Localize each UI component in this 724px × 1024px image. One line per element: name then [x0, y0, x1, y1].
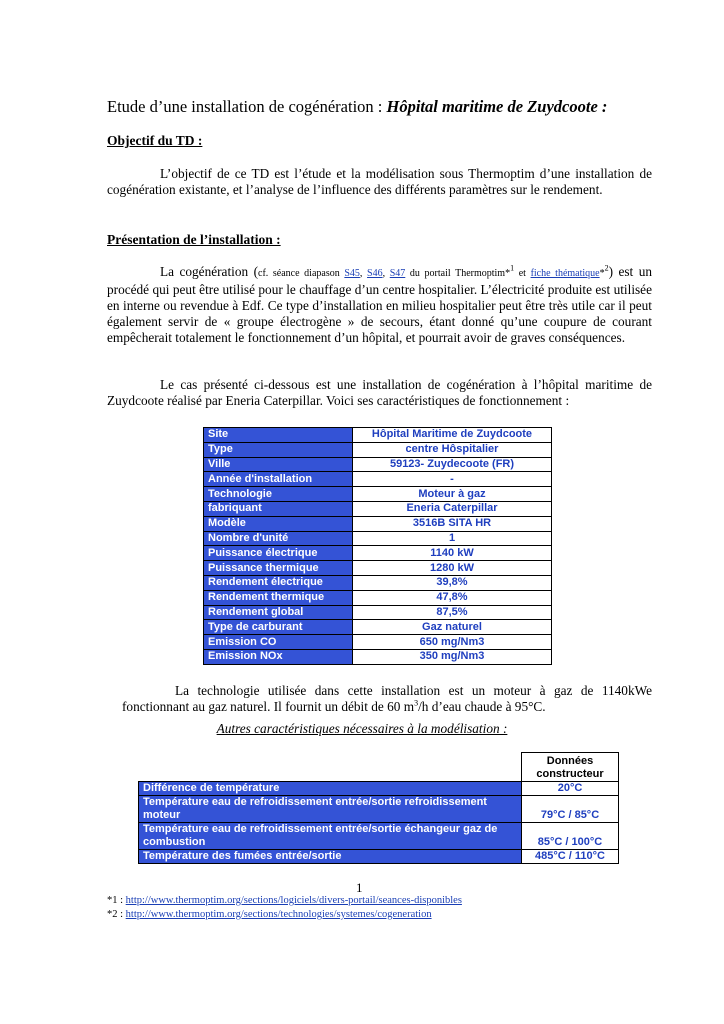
- spec-row: [204, 487, 552, 502]
- footnote-2: *2 : http://www.thermoptim.org/sections/technologies/systemes/cogeneration: [107, 909, 432, 920]
- other-row: [139, 850, 619, 864]
- spec-row: [204, 442, 552, 457]
- spec-row: [204, 605, 552, 620]
- other-key: Différence de température: [139, 782, 522, 796]
- other-value: 79°C / 85°C: [522, 796, 619, 823]
- presentation-paragraph-1: La cogénération (cf. séance diapason S45, S46, S47 du portail Thermoptim*$^1$ et fiche thématique*$^2$) est un procédé qui peut être utilisé pour le chauffage d’un centre hospitalier. L’électricité produite est utilisée en interne ou revendue à Edf. Ce type d’installation en milieu hospitalier peut être très utile car il peut également servir de « groupe électrogène » de secours, étant donné qu’une coupure de courant empêcherait totalement le fonctionnement d’un hôpital, et pourrait avoir de graves conséquences.: [107, 263, 652, 345]
- link-s45[interactable]: S45: [344, 268, 360, 279]
- other-row: [139, 796, 619, 823]
- footnote-1-link[interactable]: http://www.thermoptim.org/sections/logiciels/divers-portail/seances-disponibles: [125, 895, 462, 906]
- link-s46[interactable]: S46: [367, 268, 383, 279]
- spec-key: Nombre d'unité: [204, 531, 353, 546]
- spec-key: Type: [204, 442, 353, 457]
- page-number: 1: [356, 880, 363, 895]
- spec-value: Hôpital Maritime de Zuydcoote: [353, 428, 552, 443]
- spec-key: Rendement électrique: [204, 575, 353, 590]
- other-value: 20°C: [522, 782, 619, 796]
- spec-key: Puissance thermique: [204, 561, 353, 576]
- spec-value: 39,8%: [353, 575, 552, 590]
- spec-key: Puissance électrique: [204, 546, 353, 561]
- header-donnees-constructeur: Données constructeur: [522, 753, 619, 782]
- other-row: [139, 823, 619, 850]
- spec-value: 47,8%: [353, 590, 552, 605]
- spec-key: Emission CO: [204, 635, 353, 650]
- other-characteristics-table: [138, 752, 619, 864]
- spec-row: [204, 472, 552, 487]
- spec-key: Technologie: [204, 487, 353, 502]
- spec-row: [204, 590, 552, 605]
- spec-row: [204, 620, 552, 635]
- other-key: Température eau de refroidissement entrée/sortie échangeur gaz de combustion: [139, 823, 522, 850]
- spec-key: Rendement thermique: [204, 590, 353, 605]
- other-characteristics-subtitle: Autres caractéristiques nécessaires à la modélisation :: [216, 721, 508, 736]
- other-value: 85°C / 100°C: [522, 823, 619, 850]
- title-prefix: Etude d’une installation de cogénération :: [107, 97, 387, 116]
- title-emphasis: Hôpital maritime de Zuydcoote :: [386, 97, 608, 116]
- spec-row: [204, 649, 552, 664]
- spec-value: 1140 kW: [353, 546, 552, 561]
- spec-value: 650 mg/Nm3: [353, 635, 552, 650]
- spec-value: Gaz naturel: [353, 620, 552, 635]
- other-key: Température eau de refroidissement entrée/sortie refroidissement moteur: [139, 796, 522, 823]
- spec-value: centre Hôspitalier: [353, 442, 552, 457]
- other-value: 485°C / 110°C: [522, 850, 619, 864]
- spec-key: Rendement global: [204, 605, 353, 620]
- spec-value: -: [353, 472, 552, 487]
- spec-table: [203, 427, 552, 665]
- spec-value: 87,5%: [353, 605, 552, 620]
- objectif-text: L’objectif de ce TD est l’étude et la modélisation sous Thermoptim d’une installation de cogénération existante, et l’analyse de l’influence des différents paramètres sur le rendement.: [107, 166, 652, 197]
- spec-key: Ville: [204, 457, 353, 472]
- spec-row: [204, 561, 552, 576]
- footnote-2-link[interactable]: http://www.thermoptim.org/sections/technologies/systemes/cogeneration: [125, 909, 432, 920]
- spec-value: 1: [353, 531, 552, 546]
- other-row: [139, 782, 619, 796]
- spec-key: Modèle: [204, 516, 353, 531]
- spec-row: [204, 516, 552, 531]
- spec-value: 1280 kW: [353, 561, 552, 576]
- spec-row: [204, 531, 552, 546]
- other-table-header-row: [139, 753, 619, 782]
- spec-key: Emission NOx: [204, 649, 353, 664]
- spec-row: [204, 501, 552, 516]
- spec-value: 350 mg/Nm3: [353, 649, 552, 664]
- footnote-1: *1 : http://www.thermoptim.org/sections/logiciels/divers-portail/seances-disponibles: [107, 895, 462, 906]
- spec-key: Site: [204, 428, 353, 443]
- other-key: Température des fumées entrée/sortie: [139, 850, 522, 864]
- presentation-paragraph-2: Le cas présenté ci-dessous est une installation de cogénération à l’hôpital maritime de Zuydcoote réalisé par Eneria Caterpillar. Voici ses caractéristiques de fonctionnement :: [107, 377, 652, 408]
- spec-key: Type de carburant: [204, 620, 353, 635]
- page-title: [107, 97, 607, 117]
- spec-value: 3516B SITA HR: [353, 516, 552, 531]
- spec-row: [204, 546, 552, 561]
- spec-value: Eneria Caterpillar: [353, 501, 552, 516]
- technology-paragraph: La technologie utilisée dans cette installation est un moteur à gaz de 1140kWe fonctionnant au gaz naturel. Il fournit un débit de 60 $m^3/h$ d’eau chaude à 95°C.: [122, 683, 652, 714]
- spec-value: Moteur à gaz: [353, 487, 552, 502]
- link-fiche-thematique[interactable]: fiche thématique: [530, 268, 600, 279]
- link-s47[interactable]: S47: [389, 268, 406, 279]
- spec-row: [204, 635, 552, 650]
- spec-row: [204, 428, 552, 443]
- presentation-heading: Présentation de l’installation :: [107, 232, 281, 247]
- spec-row: [204, 575, 552, 590]
- objectif-heading: Objectif du TD :: [107, 133, 203, 148]
- spec-value: 59123- Zuydecoote (FR): [353, 457, 552, 472]
- spec-key: fabriquant: [204, 501, 353, 516]
- spec-key: Année d'installation: [204, 472, 353, 487]
- spec-row: [204, 457, 552, 472]
